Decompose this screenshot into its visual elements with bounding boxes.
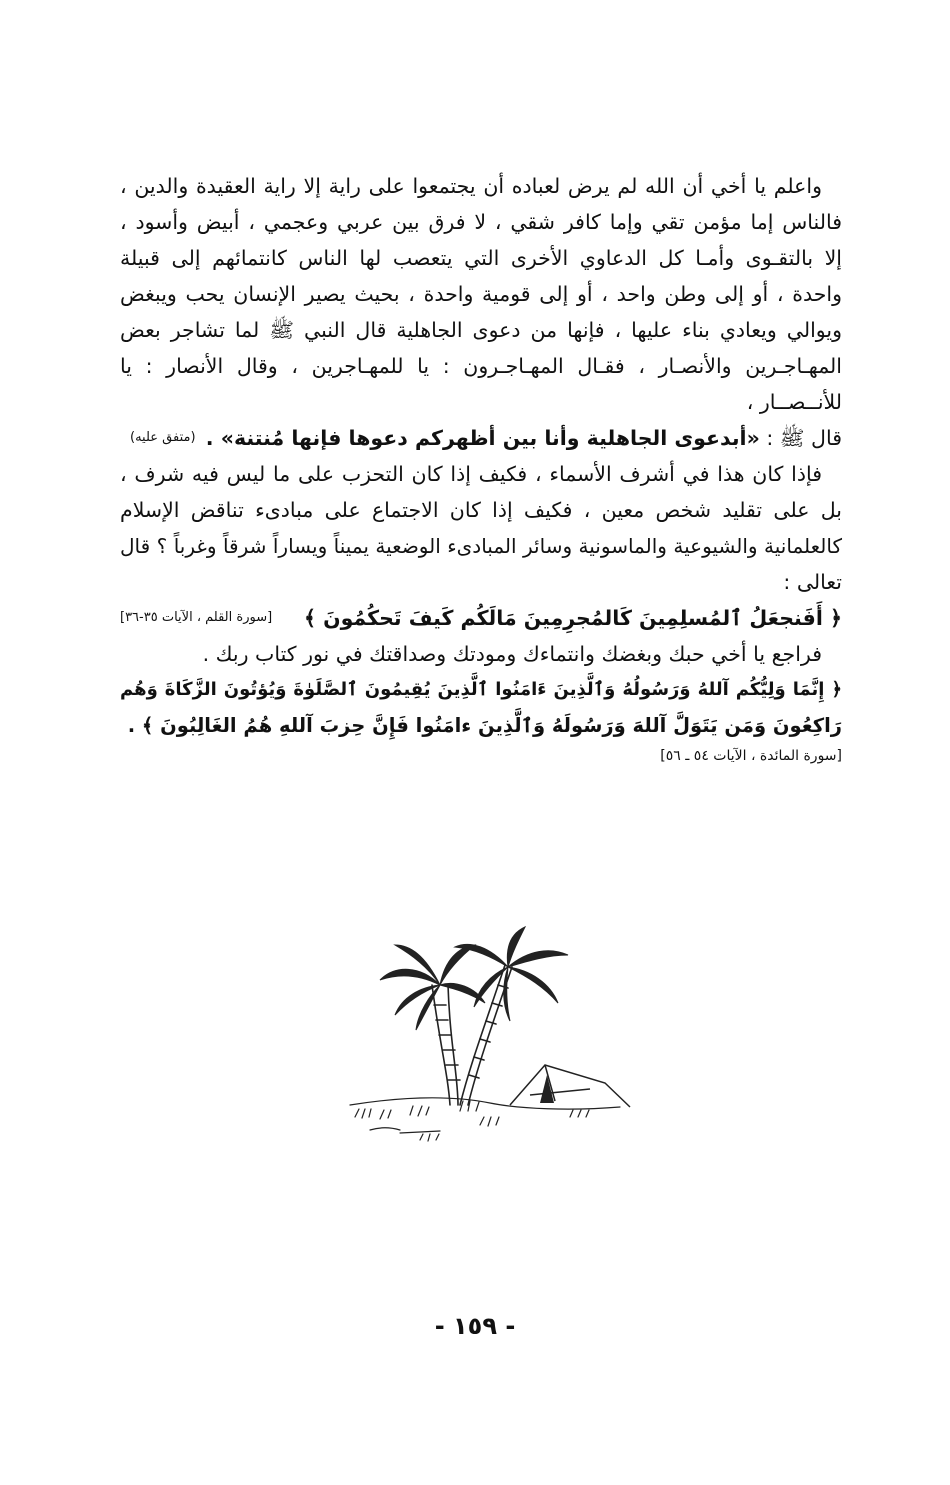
quran-verse-line: ﴿ إِنَّمَا وَلِيُّكُم آللهُ وَرَسُولُهُ وَٱلَّذِينَ ءَامَنُوا ٱلَّذِينَ يُقِيمُونَ ٱلصَّلَوٰةَ وَيُؤتُونَ الزَّكَاةَ وَهُم (120, 679, 842, 700)
text-line: بل على تقليد شخص معين ، فكيف إذا كان الاجتماع على مبادىء تناقض الإسلام (120, 498, 842, 522)
hadith-text: «أبدعوى الجاهلية وأنا بين أظهركم دعوها فإنها مُنتنة» . (205, 426, 760, 450)
text-line: واعلم يا أخي أن الله لم يرض لعباده أن يجتمعوا على راية إلا راية العقيدة والدين ، (120, 174, 822, 198)
text-line: فإذا كان هذا في أشرف الأسماء ، فكيف إذا كان التحزب على ما ليس فيه شرف ، (120, 462, 822, 486)
quran-verse-line: رَاكِعُونَ وَمَن يَتَوَلَّ آللهَ وَرَسُولَهُ وَٱلَّذِينَ ءامَنُوا فَإِنَّ حِزبَ آللهِ هُمُ الغَالِبُونَ ﴾ . (127, 714, 842, 737)
hadith-line (120, 420, 842, 456)
palm-trees-tent-illustration (340, 925, 640, 1165)
text-line: المهـاجـرين والأنصـار ، فقـال المهـاجـرون : يا للمهـاجرين ، وقال الأنصار : يا (120, 354, 842, 378)
page-number: - ١٥٩ - (434, 1312, 516, 1340)
text-line: تعالى : (783, 570, 842, 594)
quran-verse-line (120, 600, 842, 636)
text-line: كالعلمانية والشيوعية والماسونية وسائر المبادىء الوضعية يميناً ويساراً شرقاً وغرباً ؟ قال (120, 534, 842, 558)
page-text (120, 168, 842, 768)
text-line: واحدة ، أو إلى وطن واحد ، أو إلى قومية واحدة ، بحيث يصير الإنسان يحب ويبغض (120, 282, 842, 306)
hadith-intro: قال ﷺ : (759, 426, 842, 450)
text-line: ويوالي ويعادي بناء عليها ، فإنها من دعوى الجاهلية قال النبي ﷺ لما تشاجر بعض (120, 318, 842, 342)
text-line: فالناس إما مؤمن تقي وإما كافر شقي ، لا فرق بين عربي وعجمي ، أبيض وأسود ، (120, 210, 842, 234)
verse-source: [سورة المائدة ، الآيات ٥٤ ـ ٥٦] (660, 748, 842, 764)
text-line: إلا بالتقـوى وأمـا كل الدعاوي الأخرى التي يتعصب لها الناس كانتمائهم إلى قبيلة (120, 246, 842, 270)
verse-text: ﴿ أَفَنجعَلُ ٱلمُسلِمِينَ كَالمُجرِمِينَ مَالَكُم كَيفَ تَحكُمُونَ ﴾ (303, 606, 842, 630)
text-line: للأنــصــار ، (746, 390, 842, 414)
verse-source: [سورة القلم ، الآيات ٣٥-٣٦] (120, 610, 273, 625)
hadith-source: (متفق عليه) (130, 430, 196, 445)
text-line: فراجع يا أخي حبك وبغضك وانتماءك ومودتك وصداقتك في نور كتاب ربك . (202, 642, 822, 666)
